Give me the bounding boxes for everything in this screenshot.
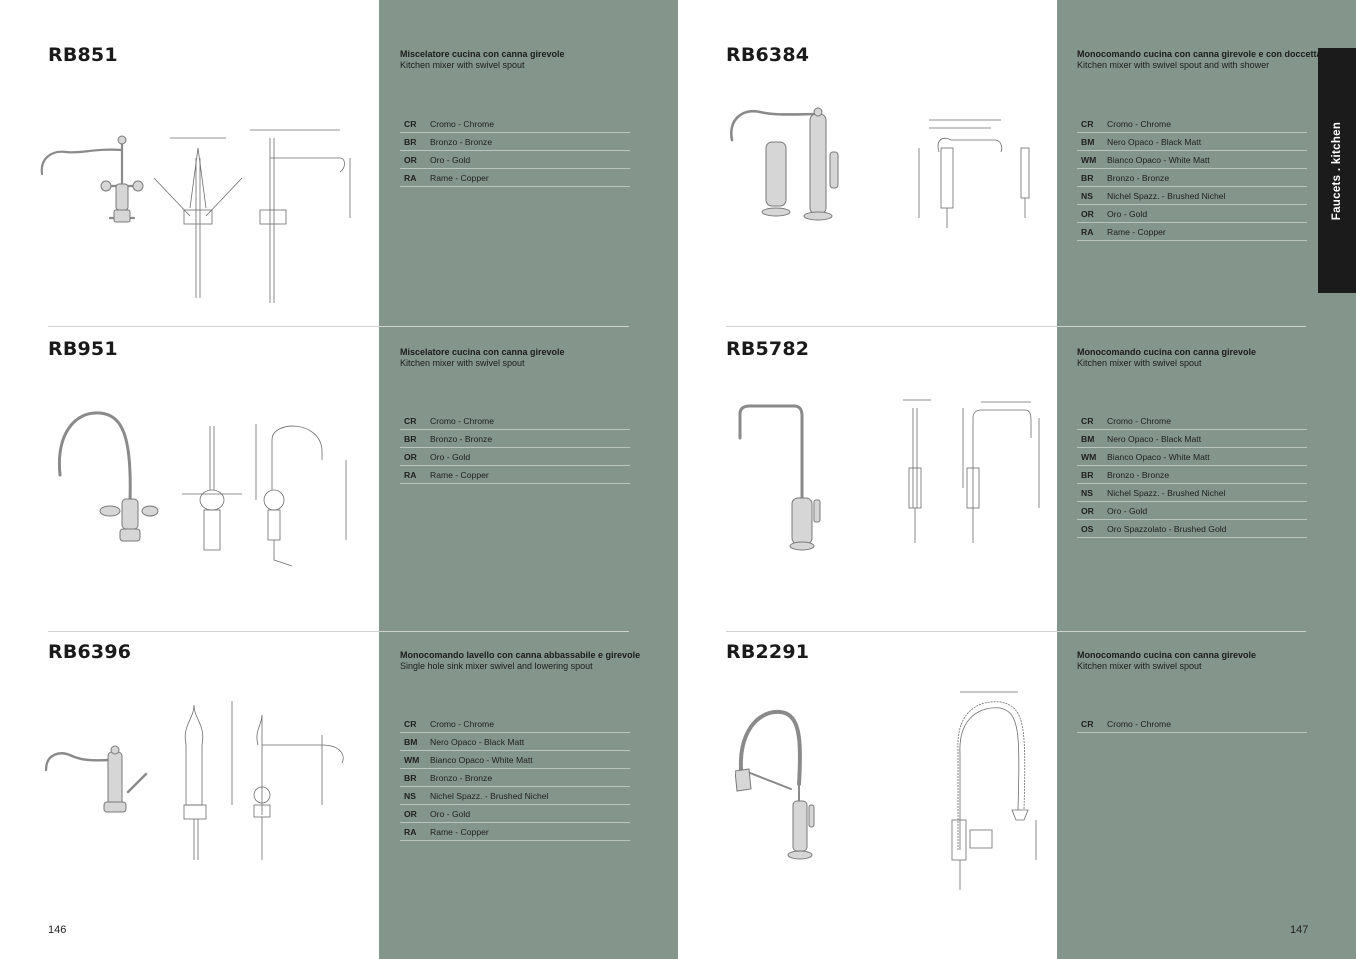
- section-divider: [48, 631, 629, 632]
- finish-name: Cromo - Chrome: [430, 119, 494, 129]
- technical-drawing: [170, 420, 360, 570]
- product-description: [400, 49, 565, 70]
- finish-code: NS: [1081, 191, 1093, 201]
- description-english: Kitchen mixer with swivel spout and with shower: [1077, 59, 1270, 70]
- description-english: Kitchen mixer with swivel spout: [1077, 660, 1202, 671]
- finish-row: [1077, 187, 1307, 205]
- finish-code: OR: [404, 809, 417, 819]
- section-divider: [48, 326, 629, 327]
- section-divider: [726, 631, 1306, 632]
- finish-row: [400, 448, 630, 466]
- finish-code: WM: [1081, 155, 1097, 165]
- description-italian: Monocomando cucina con canna girevole: [1077, 650, 1257, 660]
- description-english: Kitchen mixer with swivel spout: [400, 59, 525, 70]
- finish-list: [400, 715, 630, 841]
- product-description: [400, 347, 565, 368]
- finish-row: [1077, 448, 1307, 466]
- product-code: RB6396: [48, 641, 132, 663]
- finish-list: [1077, 412, 1307, 538]
- finish-row: [400, 133, 630, 151]
- product-code: RB5782: [726, 338, 810, 360]
- finish-name: Bronzo - Bronze: [430, 137, 493, 147]
- finish-code: CR: [1081, 416, 1094, 426]
- finish-code: BM: [404, 737, 418, 747]
- finish-code: RA: [1081, 227, 1094, 237]
- finish-row: [400, 751, 630, 769]
- finish-code: CR: [1081, 719, 1094, 729]
- finish-name: Bianco Opaco - White Matt: [1107, 155, 1210, 165]
- finish-row: [1077, 133, 1307, 151]
- finish-list: [400, 412, 630, 484]
- finish-name: Bianco Opaco - White Matt: [430, 755, 533, 765]
- product-description: [1077, 49, 1322, 70]
- finish-name: Cromo - Chrome: [430, 719, 494, 729]
- finish-code: RA: [404, 827, 417, 837]
- finish-code: NS: [1081, 488, 1093, 498]
- finish-row: [1077, 151, 1307, 169]
- category-side-tab: [1318, 48, 1356, 293]
- finish-row: [1077, 484, 1307, 502]
- finish-code: BR: [1081, 173, 1094, 183]
- finish-code: BM: [1081, 137, 1095, 147]
- finish-name: Bronzo - Bronze: [1107, 173, 1170, 183]
- description-italian: Monocomando lavello con canna abbassabile e girevole: [400, 650, 641, 660]
- finish-row: [1077, 412, 1307, 430]
- product-description: [1077, 650, 1256, 671]
- finish-code: RA: [404, 173, 417, 183]
- faucet-photo: [42, 740, 152, 820]
- finish-name: Nichel Spazz. - Brushed Nichel: [1107, 191, 1226, 201]
- product-code: RB6384: [726, 44, 810, 66]
- finish-name: Bronzo - Bronze: [430, 434, 493, 444]
- finish-name: Nichel Spazz. - Brushed Nichel: [430, 791, 549, 801]
- technical-drawing: [150, 128, 360, 313]
- faucet-photo: [50, 405, 160, 550]
- finish-row: [1077, 169, 1307, 187]
- product-description: [400, 650, 640, 671]
- finish-code: BR: [404, 434, 417, 444]
- description-english: Kitchen mixer with swivel spout: [1077, 357, 1202, 368]
- description-english: Single hole sink mixer swivel and lowering spout: [400, 660, 593, 671]
- finish-code: RA: [404, 470, 417, 480]
- technical-drawing: [885, 398, 1045, 548]
- page-number-left: 146: [48, 924, 67, 936]
- finish-name: Rame - Copper: [430, 470, 489, 480]
- finish-name: Cromo - Chrome: [1107, 416, 1171, 426]
- finish-name: Rame - Copper: [1107, 227, 1166, 237]
- finish-code: CR: [404, 719, 417, 729]
- finish-row: [1077, 502, 1307, 520]
- finish-row: [400, 715, 630, 733]
- finish-name: Oro - Gold: [430, 809, 471, 819]
- finish-row: [1077, 715, 1307, 733]
- finish-list: [400, 115, 630, 187]
- technical-drawing: [172, 695, 352, 870]
- finish-row: [1077, 205, 1307, 223]
- finish-row: [400, 823, 630, 841]
- finish-name: Oro - Gold: [1107, 506, 1148, 516]
- finish-name: Rame - Copper: [430, 173, 489, 183]
- finish-row: [400, 115, 630, 133]
- finish-code: WM: [404, 755, 420, 765]
- technical-drawing: [915, 118, 1045, 233]
- product-description: [1077, 347, 1256, 368]
- finish-row: [400, 151, 630, 169]
- finish-code: OR: [404, 155, 417, 165]
- finish-name: Cromo - Chrome: [430, 416, 494, 426]
- finish-name: Nero Opaco - Black Matt: [430, 737, 525, 747]
- finish-row: [1077, 520, 1307, 538]
- finish-name: Oro Spazzolato - Brushed Gold: [1107, 524, 1227, 534]
- finish-row: [400, 805, 630, 823]
- description-english: Kitchen mixer with swivel spout: [400, 357, 525, 368]
- finish-name: Nichel Spazz. - Brushed Nichel: [1107, 488, 1226, 498]
- finish-name: Rame - Copper: [430, 827, 489, 837]
- finish-code: BM: [1081, 434, 1095, 444]
- finish-row: [1077, 115, 1307, 133]
- faucet-photo: [730, 400, 830, 555]
- finish-name: Nero Opaco - Black Matt: [1107, 137, 1202, 147]
- finish-code: OR: [404, 452, 417, 462]
- description-italian: Monocomando cucina con canna girevole e con doccetta: [1077, 49, 1322, 59]
- faucet-photo: [36, 128, 146, 228]
- technical-drawing: [930, 690, 1045, 895]
- page-number-right: 147: [1290, 924, 1309, 936]
- finish-code: OR: [1081, 209, 1094, 219]
- finish-name: Oro - Gold: [430, 452, 471, 462]
- description-italian: Miscelatore cucina con canna girevole: [400, 49, 565, 59]
- finish-name: Bianco Opaco - White Matt: [1107, 452, 1210, 462]
- finish-row: [400, 466, 630, 484]
- finish-code: OS: [1081, 524, 1094, 534]
- finish-name: Cromo - Chrome: [1107, 719, 1171, 729]
- finish-row: [400, 430, 630, 448]
- finish-row: [400, 412, 630, 430]
- product-code: RB2291: [726, 641, 810, 663]
- description-italian: Monocomando cucina con canna girevole: [1077, 347, 1257, 357]
- side-tab-label: Faucets . kitchen: [1331, 121, 1343, 220]
- finish-code: BR: [1081, 470, 1094, 480]
- section-divider: [726, 326, 1306, 327]
- finish-code: BR: [404, 137, 417, 147]
- finish-code: WM: [1081, 452, 1097, 462]
- product-code: RB951: [48, 338, 118, 360]
- finish-list: [1077, 115, 1307, 241]
- faucet-photo: [726, 100, 866, 225]
- finish-name: Oro - Gold: [1107, 209, 1148, 219]
- finish-name: Cromo - Chrome: [1107, 119, 1171, 129]
- finish-code: NS: [404, 791, 416, 801]
- finish-list: [1077, 715, 1307, 733]
- finish-row: [1077, 430, 1307, 448]
- finish-name: Oro - Gold: [430, 155, 471, 165]
- finish-code: BR: [404, 773, 417, 783]
- finish-row: [400, 169, 630, 187]
- finish-name: Bronzo - Bronze: [1107, 470, 1170, 480]
- finish-row: [400, 769, 630, 787]
- finish-code: CR: [404, 119, 417, 129]
- finish-name: Bronzo - Bronze: [430, 773, 493, 783]
- finish-row: [400, 787, 630, 805]
- finish-code: OR: [1081, 506, 1094, 516]
- finish-row: [400, 733, 630, 751]
- finish-code: CR: [1081, 119, 1094, 129]
- finish-row: [1077, 466, 1307, 484]
- finish-row: [1077, 223, 1307, 241]
- faucet-photo: [735, 705, 835, 870]
- finish-code: CR: [404, 416, 417, 426]
- description-italian: Miscelatore cucina con canna girevole: [400, 347, 565, 357]
- product-code: RB851: [48, 44, 118, 66]
- finish-name: Nero Opaco - Black Matt: [1107, 434, 1202, 444]
